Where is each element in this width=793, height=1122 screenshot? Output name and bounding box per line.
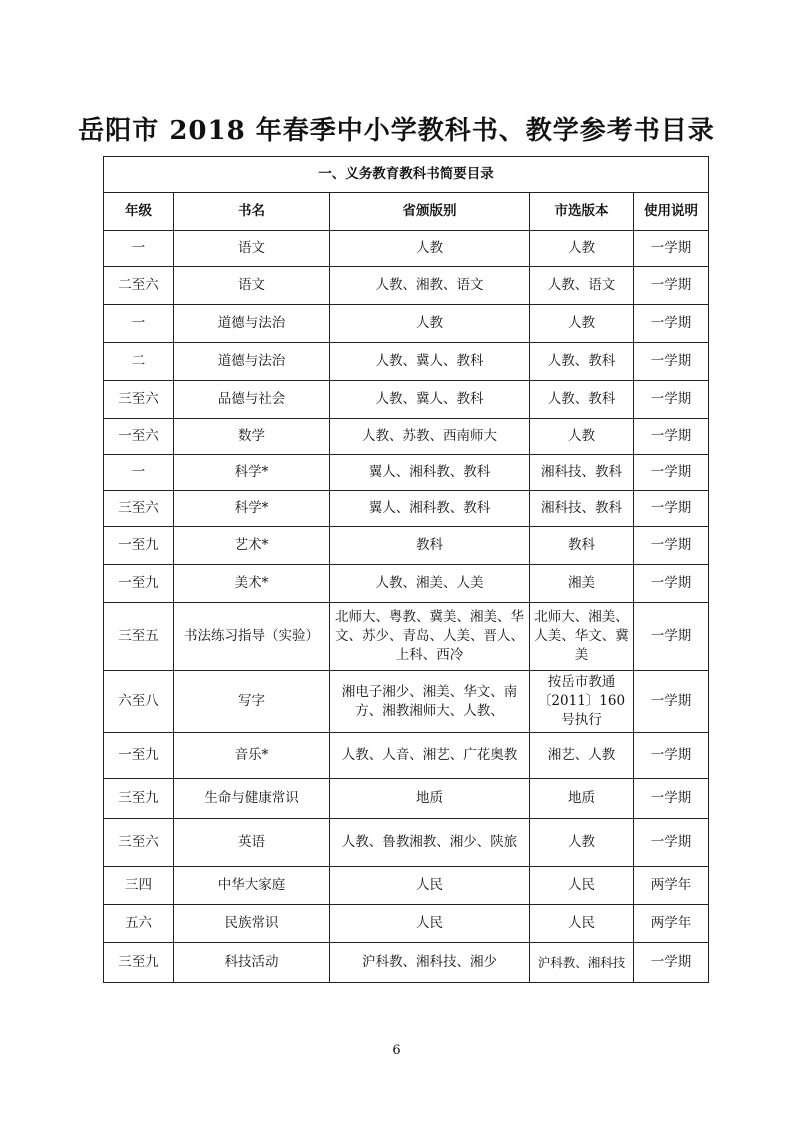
cell-grade: 三四	[104, 867, 174, 905]
cell-provincial: 人教、冀人、教科	[330, 343, 530, 381]
cell-grade: 二	[104, 343, 174, 381]
cell-note: 一学期	[634, 419, 709, 455]
column-header-row	[104, 193, 709, 231]
cell-city: 教科	[530, 527, 634, 565]
cell-grade: 一至九	[104, 565, 174, 603]
cell-book: 美术*	[174, 565, 330, 603]
cell-grade: 三至六	[104, 491, 174, 527]
table-row	[104, 779, 709, 819]
cell-note: 一学期	[634, 527, 709, 565]
table-row	[104, 419, 709, 455]
cell-note: 一学期	[634, 733, 709, 779]
cell-provincial: 人教、湘美、人美	[330, 565, 530, 603]
cell-note: 一学期	[634, 943, 709, 983]
cell-note: 一学期	[634, 305, 709, 343]
cell-note: 两学年	[634, 867, 709, 905]
cell-city: 人教	[530, 419, 634, 455]
table-row	[104, 943, 709, 983]
cell-note: 一学期	[634, 267, 709, 305]
cell-note: 一学期	[634, 381, 709, 419]
cell-provincial: 人教	[330, 231, 530, 267]
cell-provincial: 北师大、粤教、冀美、湘美、华文、苏少、青岛、人美、晋人、上科、西冷	[330, 603, 530, 671]
header-provincial: 省颁版别	[330, 193, 530, 231]
cell-provincial: 翼人、湘科教、教科	[330, 455, 530, 491]
cell-note: 一学期	[634, 671, 709, 733]
header-note: 使用说明	[634, 193, 709, 231]
header-city: 市选版本	[530, 193, 634, 231]
table-row	[104, 733, 709, 779]
cell-city: 湘艺、人教	[530, 733, 634, 779]
table-row	[104, 671, 709, 733]
table-body	[104, 231, 709, 983]
document-title: 岳阳市 2018 年春季中小学教科书、教学参考书目录	[78, 116, 715, 146]
cell-book: 科学*	[174, 455, 330, 491]
cell-note: 一学期	[634, 819, 709, 867]
table-row	[104, 603, 709, 671]
cell-provincial: 湘电子湘少、湘美、华文、南方、湘教湘师大、人教、	[330, 671, 530, 733]
cell-grade: 一至九	[104, 733, 174, 779]
cell-book: 民族常识	[174, 905, 330, 943]
cell-note: 一学期	[634, 779, 709, 819]
cell-city: 人教、教科	[530, 343, 634, 381]
cell-provincial: 人教、湘教、语文	[330, 267, 530, 305]
cell-grade: 三至九	[104, 779, 174, 819]
cell-city: 湘科技、教科	[530, 455, 634, 491]
table-row	[104, 343, 709, 381]
cell-note: 一学期	[634, 231, 709, 267]
cell-city: 人教、语文	[530, 267, 634, 305]
cell-grade: 一	[104, 305, 174, 343]
table-row	[104, 527, 709, 565]
cell-book: 科技活动	[174, 943, 330, 983]
cell-provincial: 人民	[330, 905, 530, 943]
cell-book: 书法练习指导（实验）	[174, 603, 330, 671]
cell-grade: 一至九	[104, 527, 174, 565]
cell-city: 人教	[530, 231, 634, 267]
cell-city: 北师大、湘美、人美、华文、冀美	[530, 603, 634, 671]
cell-provincial: 地质	[330, 779, 530, 819]
cell-book: 艺术*	[174, 527, 330, 565]
cell-book: 语文	[174, 231, 330, 267]
header-book: 书名	[174, 193, 330, 231]
table-row	[104, 231, 709, 267]
cell-book: 语文	[174, 267, 330, 305]
header-grade: 年级	[104, 193, 174, 231]
cell-provincial: 人教、人音、湘艺、广花奥教	[330, 733, 530, 779]
section-header-row	[104, 157, 709, 193]
cell-book: 中华大家庭	[174, 867, 330, 905]
cell-city: 湘科技、教科	[530, 491, 634, 527]
textbook-table	[103, 156, 709, 983]
cell-book: 数学	[174, 419, 330, 455]
table-row	[104, 867, 709, 905]
cell-city: 人民	[530, 905, 634, 943]
cell-grade: 三至五	[104, 603, 174, 671]
cell-provincial: 人教、苏教、西南师大	[330, 419, 530, 455]
cell-grade: 一	[104, 455, 174, 491]
cell-city: 沪科教、湘科技	[530, 943, 634, 983]
cell-grade: 五六	[104, 905, 174, 943]
table-row	[104, 305, 709, 343]
cell-book: 英语	[174, 819, 330, 867]
cell-grade: 一	[104, 231, 174, 267]
cell-note: 一学期	[634, 565, 709, 603]
cell-note: 两学年	[634, 905, 709, 943]
cell-note: 一学期	[634, 343, 709, 381]
cell-note: 一学期	[634, 603, 709, 671]
cell-grade: 三至九	[104, 943, 174, 983]
cell-book: 音乐*	[174, 733, 330, 779]
cell-note: 一学期	[634, 491, 709, 527]
section-title: 一、义务教育教科书简要目录	[104, 157, 709, 193]
cell-grade: 三至六	[104, 819, 174, 867]
table-row	[104, 565, 709, 603]
cell-provincial: 人民	[330, 867, 530, 905]
cell-city: 人民	[530, 867, 634, 905]
table-row	[104, 455, 709, 491]
cell-note: 一学期	[634, 455, 709, 491]
page-number: 6	[392, 1043, 401, 1058]
cell-city: 人教	[530, 305, 634, 343]
table-row	[104, 819, 709, 867]
cell-city: 人教	[530, 819, 634, 867]
cell-book: 道德与法治	[174, 343, 330, 381]
cell-provincial: 人教、冀人、教科	[330, 381, 530, 419]
cell-book: 道德与法治	[174, 305, 330, 343]
cell-provincial: 人教、鲁教湘教、湘少、陕旅	[330, 819, 530, 867]
table-row	[104, 381, 709, 419]
cell-city: 按岳市教通〔2011〕160 号执行	[530, 671, 634, 733]
cell-book: 品德与社会	[174, 381, 330, 419]
table-row	[104, 491, 709, 527]
cell-grade: 三至六	[104, 381, 174, 419]
cell-city: 人教、教科	[530, 381, 634, 419]
table-row	[104, 905, 709, 943]
table-row	[104, 267, 709, 305]
cell-grade: 二至六	[104, 267, 174, 305]
cell-provincial: 人教	[330, 305, 530, 343]
cell-book: 写字	[174, 671, 330, 733]
cell-book: 科学*	[174, 491, 330, 527]
cell-provincial: 翼人、湘科教、教科	[330, 491, 530, 527]
cell-grade: 一至六	[104, 419, 174, 455]
cell-city: 地质	[530, 779, 634, 819]
cell-city: 湘美	[530, 565, 634, 603]
cell-book: 生命与健康常识	[174, 779, 330, 819]
cell-provincial: 沪科教、湘科技、湘少	[330, 943, 530, 983]
cell-grade: 六至八	[104, 671, 174, 733]
cell-provincial: 教科	[330, 527, 530, 565]
